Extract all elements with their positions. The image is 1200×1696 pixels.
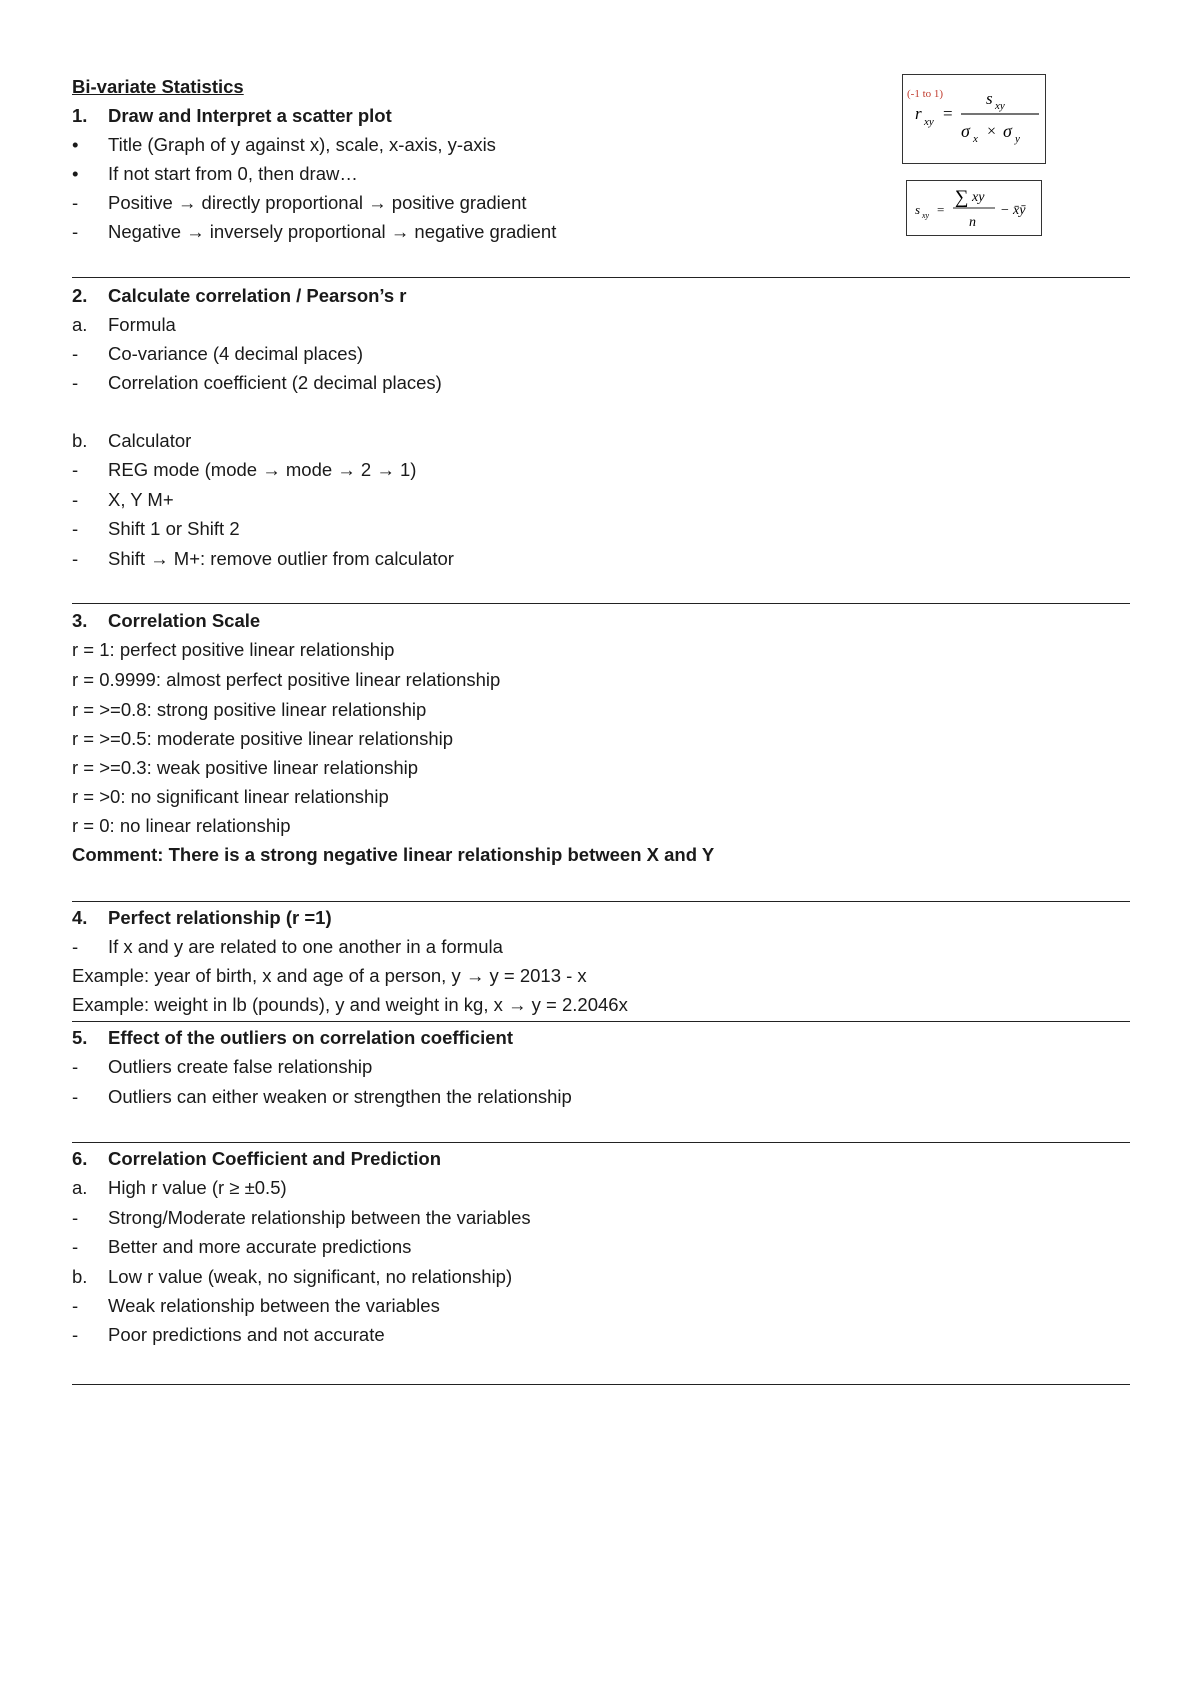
item-text: Formula xyxy=(108,314,176,335)
list-item xyxy=(72,1177,287,1199)
item-text: Weak relationship between the variables xyxy=(108,1295,440,1316)
scale-item: r = >=0.3: weak positive linear relationship xyxy=(72,757,419,778)
dash-marker: - xyxy=(72,1056,79,1077)
section-divider xyxy=(72,1142,1130,1143)
letter-marker: b. xyxy=(72,1266,88,1287)
section-1-heading xyxy=(72,105,392,127)
item-text: High r value (r ≥ ±0.5) xyxy=(108,1177,287,1198)
scale-item: r = 1: perfect positive linear relationship xyxy=(72,639,395,660)
section-4-heading xyxy=(72,907,332,929)
cov-mean-product: x̄ȳ xyxy=(1013,203,1026,218)
list-item xyxy=(72,1236,411,1258)
formula-lhs: r xyxy=(915,104,922,123)
formula-sigma-x-subscript: x xyxy=(973,133,978,145)
list-item xyxy=(72,221,556,243)
correlation-formula xyxy=(902,74,1046,164)
list-item xyxy=(72,1207,531,1229)
section-5-heading xyxy=(72,1027,513,1049)
heading-text: Effect of the outliers on correlation coefficient xyxy=(108,1027,513,1048)
item-text: If x and y are related to one another in a formula xyxy=(108,936,503,957)
item-text: Strong/Moderate relationship between the variables xyxy=(108,1207,531,1228)
list-item xyxy=(72,430,191,452)
cov-lhs-subscript: xy xyxy=(922,211,930,220)
section-divider xyxy=(72,277,1130,278)
section-number: 2. xyxy=(72,285,88,306)
item-text: Correlation coefficient (2 decimal places) xyxy=(108,372,442,393)
item-text: Low r value (weak, no significant, no relationship) xyxy=(108,1266,513,1287)
formula-numerator: s xyxy=(986,89,993,108)
formula-numerator-subscript: xy xyxy=(995,100,1005,112)
list-item xyxy=(72,1266,512,1288)
formula-sigma-y: σ xyxy=(1003,121,1012,141)
cov-lhs: s xyxy=(915,202,921,217)
section-3-heading xyxy=(72,610,260,632)
list-item xyxy=(72,134,496,156)
cov-numerator: xy xyxy=(972,190,985,205)
formula-sigma-x: σ xyxy=(961,121,970,141)
section-number: 6. xyxy=(72,1148,88,1169)
section-divider xyxy=(72,603,1130,604)
formula-sigma-y-subscript: y xyxy=(1015,133,1020,145)
list-item xyxy=(72,489,174,511)
section-number: 3. xyxy=(72,610,88,631)
scale-item: r = >=0.5: moderate positive linear relationship xyxy=(72,728,454,749)
dash-marker: - xyxy=(72,372,79,393)
dash-marker: - xyxy=(72,221,79,242)
section-divider xyxy=(72,901,1130,902)
dash-marker: - xyxy=(72,1207,79,1228)
item-text: Title (Graph of y against x), scale, x-axis, y-axis xyxy=(108,134,496,155)
covariance-formula-graphic xyxy=(907,181,1041,235)
list-item xyxy=(72,1086,572,1108)
list-item xyxy=(72,1056,372,1078)
formula-times: × xyxy=(987,123,997,140)
example-line: Example: year of birth, x and age of a person, y → y = 2013 - x xyxy=(72,965,587,986)
section-number: 4. xyxy=(72,907,88,928)
list-item xyxy=(72,1295,440,1317)
item-text: Poor predictions and not accurate xyxy=(108,1324,385,1345)
item-text: Negative → inversely proportional → negative gradient xyxy=(108,221,557,242)
section-divider xyxy=(72,1384,1130,1385)
dash-marker: - xyxy=(72,518,79,539)
list-item xyxy=(72,372,442,394)
section-2-heading xyxy=(72,285,407,307)
section-6-heading xyxy=(72,1148,441,1170)
dash-marker: - xyxy=(72,343,79,364)
scale-item: r = >=0.8: strong positive linear relationship xyxy=(72,699,427,720)
item-text: Outliers create false relationship xyxy=(108,1056,373,1077)
dash-marker: - xyxy=(72,1295,79,1316)
covariance-formula xyxy=(906,180,1042,236)
formula-lhs-subscript: xy xyxy=(924,116,934,128)
list-item xyxy=(72,936,503,958)
item-text: Positive → directly proportional → positive gradient xyxy=(108,192,527,213)
item-text: Shift → M+: remove outlier from calculator xyxy=(108,548,454,569)
formula-equals: = xyxy=(943,104,953,123)
dash-marker: - xyxy=(72,192,79,213)
list-item xyxy=(72,548,454,570)
dash-marker: - xyxy=(72,936,79,957)
letter-marker: a. xyxy=(72,1177,88,1198)
cov-equals: = xyxy=(937,202,945,217)
item-text: Co-variance (4 decimal places) xyxy=(108,343,363,364)
list-item xyxy=(72,1324,385,1346)
dash-marker: - xyxy=(72,1236,79,1257)
scale-item: r = 0.9999: almost perfect positive linear relationship xyxy=(72,669,501,690)
list-item xyxy=(72,192,527,214)
heading-text: Calculate correlation / Pearson’s r xyxy=(108,285,407,306)
dash-marker: - xyxy=(72,548,79,569)
item-text: REG mode (mode → mode → 2 → 1) xyxy=(108,459,417,480)
heading-text: Draw and Interpret a scatter plot xyxy=(108,105,392,126)
list-item xyxy=(72,459,416,481)
correlation-formula-graphic xyxy=(903,75,1045,163)
scale-item: r = 0: no linear relationship xyxy=(72,815,291,836)
item-text: Better and more accurate predictions xyxy=(108,1236,412,1257)
dash-marker: - xyxy=(72,489,79,510)
bullet-marker: • xyxy=(72,163,79,184)
list-item xyxy=(72,343,363,365)
heading-text: Perfect relationship (r =1) xyxy=(108,907,332,928)
letter-marker: a. xyxy=(72,314,88,335)
list-item xyxy=(72,314,176,336)
dash-marker: - xyxy=(72,459,79,480)
cov-sum-symbol: ∑ xyxy=(955,187,969,208)
section-number: 5. xyxy=(72,1027,88,1048)
item-text: Outliers can either weaken or strengthen the relationship xyxy=(108,1086,572,1107)
cov-minus: − xyxy=(1001,203,1009,218)
dash-marker: - xyxy=(72,1324,79,1345)
heading-text: Correlation Coefficient and Prediction xyxy=(108,1148,442,1169)
cov-denominator: n xyxy=(969,215,976,230)
item-text: If not start from 0, then draw… xyxy=(108,163,358,184)
item-text: X, Y M+ xyxy=(108,489,174,510)
heading-text: Correlation Scale xyxy=(108,610,261,631)
comment-line: Comment: There is a strong negative linear relationship between X and Y xyxy=(72,844,715,865)
list-item xyxy=(72,163,358,185)
list-item xyxy=(72,518,240,540)
bullet-marker: • xyxy=(72,134,79,155)
section-number: 1. xyxy=(72,105,88,126)
item-text: Shift 1 or Shift 2 xyxy=(108,518,240,539)
scale-item: r = >0: no significant linear relationship xyxy=(72,786,389,807)
example-line: Example: weight in lb (pounds), y and weight in kg, x → y = 2.2046x xyxy=(72,994,628,1015)
section-divider xyxy=(72,1021,1130,1022)
document-title: Bi-variate Statistics xyxy=(72,76,244,97)
item-text: Calculator xyxy=(108,430,192,451)
formula-range-label: (-1 to 1) xyxy=(907,88,944,100)
letter-marker: b. xyxy=(72,430,88,451)
dash-marker: - xyxy=(72,1086,79,1107)
